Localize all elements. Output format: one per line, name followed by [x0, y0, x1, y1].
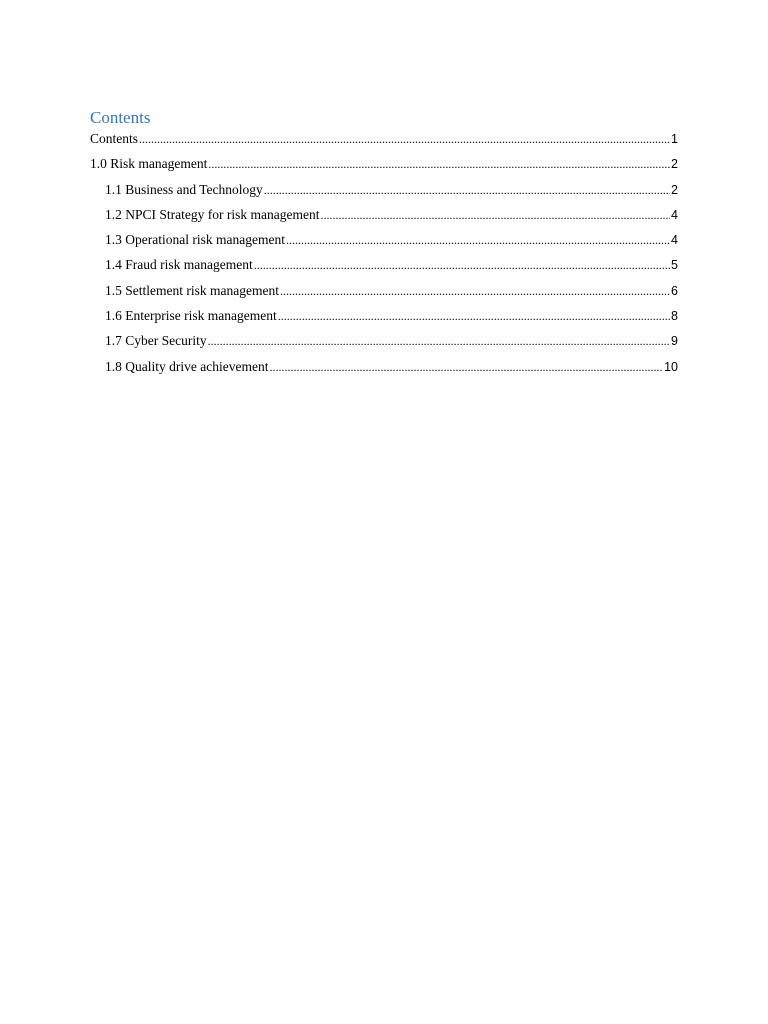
toc-entry-label: 1.8 Quality drive achievement: [105, 358, 269, 374]
toc-entry-page: 1: [671, 132, 678, 146]
toc-entry-npci-strategy[interactable]: [90, 205, 678, 230]
toc-dot-leader: [264, 180, 670, 200]
toc-entry-business-and-technology[interactable]: [90, 180, 678, 205]
toc-entry-label: 1.0 Risk management: [90, 156, 208, 172]
toc-entry-contents[interactable]: [90, 129, 678, 154]
toc-dot-leader: [286, 230, 670, 250]
toc-dot-leader: [139, 129, 670, 149]
toc-entry-page: 8: [671, 309, 678, 324]
toc-dot-leader: [269, 357, 663, 377]
toc-entry-page: 4: [671, 207, 678, 222]
toc-entry-page: 9: [671, 334, 678, 349]
toc-dot-leader: [208, 331, 670, 351]
toc-entry-cyber-security[interactable]: [90, 331, 678, 356]
toc-entry-page: 5: [671, 258, 678, 273]
toc-entry-label: Contents: [90, 131, 139, 146]
toc-entry-risk-management[interactable]: [90, 154, 678, 179]
toc-entry-label: 1.5 Settlement risk management: [105, 282, 279, 298]
toc-entry-quality-drive[interactable]: [90, 357, 678, 382]
toc-entry-label: 1.6 Enterprise risk management: [105, 308, 277, 324]
toc-entry-label: 1.2 NPCI Strategy for risk management: [105, 206, 320, 222]
toc-entry-fraud-risk[interactable]: [90, 255, 678, 280]
toc-entry-label: 1.4 Fraud risk management: [105, 257, 253, 273]
toc-entry-label: 1.3 Operational risk management: [105, 232, 285, 248]
toc-dot-leader: [208, 154, 670, 174]
toc-dot-leader: [254, 255, 670, 275]
toc-entry-enterprise-risk[interactable]: [90, 306, 678, 331]
toc-entry-settlement-risk[interactable]: [90, 281, 678, 306]
toc-entry-page: 10: [664, 359, 678, 374]
table-of-contents: [90, 129, 678, 382]
toc-entry-label: 1.7 Cyber Security: [105, 333, 207, 349]
toc-dot-leader: [278, 306, 670, 326]
toc-entry-page: 2: [671, 157, 678, 172]
toc-entry-page: 4: [671, 233, 678, 248]
toc-heading: Contents: [90, 108, 151, 127]
toc-entry-label: 1.1 Business and Technology: [105, 181, 263, 197]
toc-dot-leader: [320, 205, 670, 225]
toc-entry-operational-risk[interactable]: [90, 230, 678, 255]
toc-entry-page: 2: [671, 182, 678, 197]
toc-dot-leader: [280, 281, 670, 301]
toc-entry-page: 6: [671, 283, 678, 298]
